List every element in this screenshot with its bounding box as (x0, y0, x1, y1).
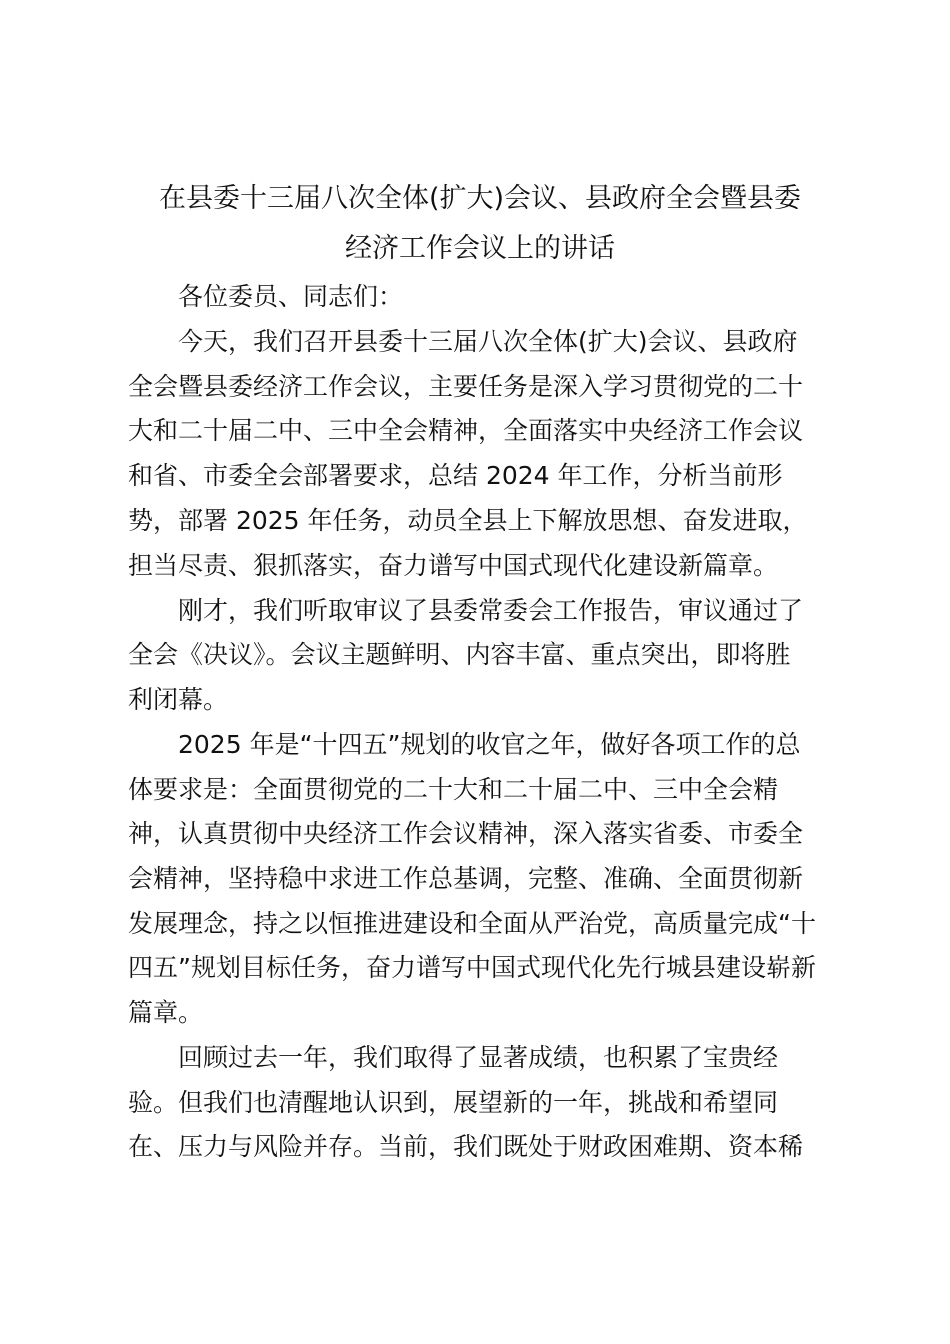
body-line: 回顾过去一年，我们取得了显著成绩，也积累了宝贵经 (178, 1043, 779, 1072)
body-line: 验。但我们也清醒地认识到，展望新的一年，挑战和希望同 (128, 1088, 779, 1117)
body-line: 会精神，坚持稳中求进工作总基调，完整、准确、全面贯彻新 (128, 864, 804, 893)
body-line: 和省、市委全会部署要求，总结 2024 年工作，分析当前形 (128, 461, 783, 490)
body-line: 全会《决议》。会议主题鲜明、内容丰富、重点突出，即将胜 (128, 640, 791, 669)
body-line: 担当尽责、狠抓落实，奋力谱写中国式现代化建设新篇章。 (128, 551, 779, 580)
body-line: 在、压力与风险并存。当前，我们既处于财政困难期、资本稀 (128, 1132, 804, 1161)
body-line: 刚才，我们听取审议了县委常委会工作报告，审议通过了 (178, 596, 804, 625)
body-line: 篇章。 (128, 998, 204, 1027)
document-title-line-2: 经济工作会议上的讲话 (345, 233, 615, 264)
body-line: 四五”规划目标任务，奋力谱写中国式现代化先行城县建设崭新 (128, 953, 816, 982)
body-line: 势，部署 2025 年任务，动员全县上下解放思想、奋发进取， (128, 506, 808, 535)
body-line: 神，认真贯彻中央经济工作会议精神，深入落实省委、市委全 (128, 819, 804, 848)
body-line: 大和二十届二中、三中全会精神，全面落实中央经济工作会议 (128, 416, 804, 445)
document-title-line-1: 在县委十三届八次全体(扩大)会议、县政府全会暨县委 (158, 183, 802, 214)
body-line: 发展理念，持之以恒推进建设和全面从严治党，高质量完成“十 (128, 909, 816, 938)
body-line: 今天，我们召开县委十三届八次全体(扩大)会议、县政府 (178, 327, 798, 356)
body-line: 2025 年是“十四五”规划的收官之年，做好各项工作的总 (178, 730, 801, 759)
salutation: 各位委员、同志们： (178, 282, 404, 311)
body-line: 体要求是：全面贯彻党的二十大和二十届二中、三中全会精 (128, 775, 779, 804)
body-line: 利闭幕。 (128, 685, 229, 714)
body-line: 全会暨县委经济工作会议，主要任务是深入学习贯彻党的二十 (128, 372, 804, 401)
